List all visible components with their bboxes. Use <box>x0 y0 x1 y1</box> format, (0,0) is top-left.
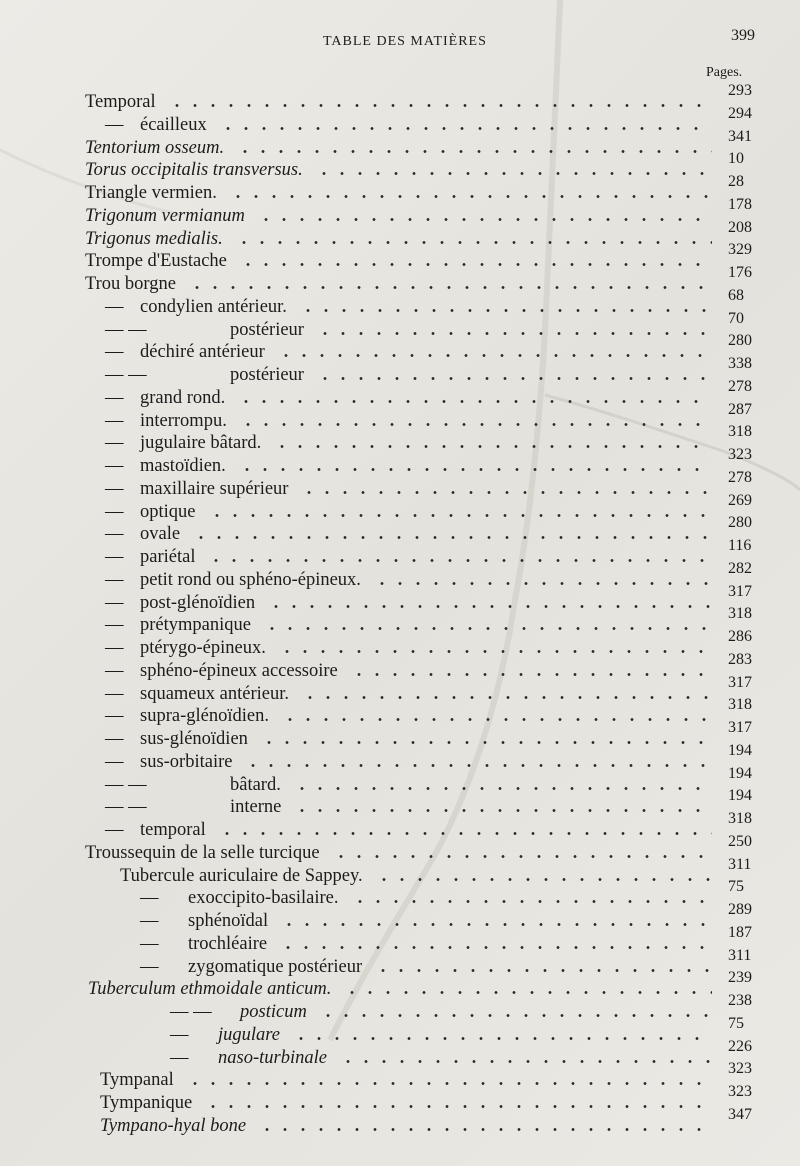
entry-term: bâtard. <box>230 774 281 795</box>
entry-term: postérieur <box>230 365 304 385</box>
dot-leader <box>260 728 712 751</box>
entry-dash: — <box>105 569 124 590</box>
dot-leader <box>244 751 712 774</box>
entry-dash: — — <box>105 365 147 385</box>
dot-leader <box>350 660 712 683</box>
entry-term: Torus occipitalis transversus. <box>85 160 303 181</box>
entry-page-number: 323 <box>728 446 752 463</box>
entry-page-number: 75 <box>728 878 744 896</box>
entry-page-number: 226 <box>728 1037 752 1055</box>
dot-leader <box>351 887 712 910</box>
entry-page-number: 239 <box>728 969 752 987</box>
dot-leader <box>280 910 712 933</box>
entry-term: Tympanal <box>100 1070 174 1091</box>
entry-dash: — <box>105 706 124 727</box>
entry-page-number: 282 <box>728 559 752 577</box>
entry-term: mastoïdien. <box>140 456 226 476</box>
index-entry <box>0 432 800 455</box>
dot-leader <box>204 1092 712 1115</box>
entry-term: postérieur <box>230 319 304 340</box>
entry-term: jugulaire bâtard. <box>140 433 262 454</box>
index-entry <box>0 933 800 956</box>
index-entry <box>0 569 800 592</box>
entry-page-number: 286 <box>728 628 752 645</box>
index-entry <box>0 683 800 706</box>
entry-dash: — — <box>105 797 147 818</box>
entry-dash: — <box>105 751 124 772</box>
entry-dash: — <box>105 615 124 636</box>
dot-leader <box>235 228 712 251</box>
entry-term: Tentorium osseum. <box>85 137 225 158</box>
entry-term: Triangle vermien. <box>85 183 217 203</box>
dot-leader <box>343 978 712 1001</box>
entry-page-number: 194 <box>728 787 752 805</box>
index-entry <box>0 501 800 524</box>
entry-page-number: 294 <box>728 104 752 122</box>
entry-term: sphéno-épineux accessoire <box>140 660 338 681</box>
entry-term: Trigonum vermianum <box>85 205 245 226</box>
entry-page-number: 75 <box>728 1014 744 1032</box>
index-entry <box>0 956 800 979</box>
dot-leader <box>315 159 712 182</box>
entry-term: maxillaire supérieur <box>140 478 289 499</box>
dot-leader <box>188 273 712 296</box>
pages-column-label: Pages. <box>706 65 743 80</box>
entry-page-number: 338 <box>728 355 752 372</box>
entry-page-number: 318 <box>728 423 752 441</box>
entry-term: sus-glénoïdien <box>140 729 248 749</box>
entry-dash: — <box>105 410 124 431</box>
entry-dash: — <box>105 478 124 499</box>
index-entry <box>0 410 800 433</box>
entry-page-number: 323 <box>728 1083 752 1100</box>
entry-page-number: 318 <box>728 605 752 623</box>
dot-leader <box>267 592 712 615</box>
entry-term: supra-glénoïdien. <box>140 706 269 727</box>
entry-term: exoccipito-basilaire. <box>188 888 339 909</box>
entry-page-number: 194 <box>728 764 752 782</box>
entry-dash: — <box>105 638 124 658</box>
entry-term: interne <box>230 797 282 818</box>
index-entry <box>0 478 800 501</box>
entry-page-number: 178 <box>728 195 752 213</box>
entry-term: prétympanique <box>140 615 251 636</box>
index-entry <box>0 728 800 751</box>
index-entry <box>0 1047 800 1070</box>
index-entry <box>0 1115 800 1138</box>
entry-dash: — <box>105 547 124 567</box>
entry-dash: — <box>105 114 124 135</box>
entry-term: naso-turbinale <box>218 1047 327 1068</box>
entry-page-number: 311 <box>728 855 752 873</box>
index-entry <box>0 364 800 387</box>
entry-term: condylien antérieur. <box>140 296 287 317</box>
entry-page-number: 194 <box>728 741 752 759</box>
index-entry <box>0 387 800 410</box>
entry-page-number: 238 <box>728 992 752 1009</box>
index-entry <box>0 796 800 819</box>
index-entry <box>0 842 800 865</box>
entry-page-number: 347 <box>728 1105 752 1123</box>
dot-leader <box>239 250 712 273</box>
entry-page-number: 70 <box>728 309 744 327</box>
entry-term: Troussequin de la selle turcique <box>85 842 320 863</box>
index-entry <box>0 1069 800 1092</box>
entry-term: Tubercule auriculaire de Sappey. <box>120 865 363 886</box>
index-entry <box>0 296 800 319</box>
index-entry <box>0 341 800 364</box>
dot-leader <box>281 705 712 728</box>
dot-leader <box>168 91 712 114</box>
entry-dash: — <box>105 387 124 408</box>
entry-dash: — <box>105 660 124 681</box>
dot-leader <box>192 523 712 546</box>
dot-leader <box>279 933 712 956</box>
dot-leader <box>300 478 712 501</box>
entry-term: temporal <box>140 820 206 840</box>
dot-leader <box>263 614 712 637</box>
entry-page-number: 10 <box>728 150 744 168</box>
entry-term: posticum <box>240 1002 307 1022</box>
entry-page-number: 287 <box>728 400 752 418</box>
dot-leader <box>258 1115 712 1138</box>
entry-page-number: 278 <box>728 468 752 486</box>
entry-page-number: 318 <box>728 810 752 827</box>
entry-term: trochléaire <box>188 933 268 954</box>
entry-page-number: 68 <box>728 286 744 304</box>
dot-leader <box>278 637 712 660</box>
dot-leader <box>339 1047 712 1070</box>
entry-page-number: 250 <box>728 832 752 850</box>
dot-leader <box>229 182 712 205</box>
index-entry <box>0 637 800 660</box>
index-entry <box>0 182 800 205</box>
entry-page-number: 341 <box>728 127 752 145</box>
entry-term: écailleux <box>140 114 207 135</box>
entry-term: grand rond. <box>140 387 226 408</box>
entry-page-number: 187 <box>728 923 752 941</box>
dot-leader <box>219 114 712 137</box>
dot-leader <box>374 956 712 979</box>
entry-dash: — <box>140 933 159 954</box>
entry-page-number: 283 <box>728 650 752 668</box>
entry-term: Tympanique <box>100 1093 193 1113</box>
entry-page-number: 318 <box>728 696 752 714</box>
entry-term: pariétal <box>140 547 196 567</box>
index-entry <box>0 705 800 728</box>
entry-page-number: 208 <box>728 218 752 236</box>
entry-page-number: 317 <box>728 673 752 691</box>
entry-page-number: 329 <box>728 241 752 259</box>
index-entry <box>0 819 800 842</box>
index-entry <box>0 592 800 615</box>
page-number: 399 <box>731 27 755 44</box>
entry-dash: — — <box>105 774 147 795</box>
entry-dash: — <box>140 956 159 977</box>
entry-term: jugulare <box>218 1024 281 1045</box>
index-entry <box>0 751 800 774</box>
dot-leader <box>319 1001 712 1024</box>
entry-term: Tuberculum ethmoidale anticum. <box>88 979 332 1000</box>
dot-leader <box>218 819 712 842</box>
dot-leader <box>236 137 712 160</box>
index-entry <box>0 228 800 251</box>
entry-dash: — <box>105 592 124 613</box>
entry-term: Temporal <box>85 92 156 112</box>
entry-dash: — <box>105 820 124 840</box>
index-entry <box>0 1024 800 1047</box>
index-entry <box>0 114 800 137</box>
running-title: TABLE DES MATIÈRES <box>323 34 487 49</box>
index-entry <box>0 1092 800 1115</box>
entry-page-number: 323 <box>728 1060 752 1078</box>
entry-term: interrompu. <box>140 410 227 431</box>
entry-term: ptérygo-épineux. <box>140 638 266 658</box>
dot-leader <box>299 296 712 319</box>
index-entry <box>0 910 800 933</box>
dot-leader <box>301 683 712 706</box>
index-entry <box>0 978 800 1001</box>
dot-leader <box>293 774 712 797</box>
entry-page-number: 280 <box>728 332 752 350</box>
entry-term: optique <box>140 501 196 522</box>
entry-page-number: 269 <box>728 491 752 509</box>
entry-term: ovale <box>140 524 181 545</box>
entry-term: Tympano-hyal bone <box>100 1115 247 1136</box>
entry-page-number: 293 <box>728 82 752 99</box>
entry-dash: — <box>105 729 124 749</box>
index-entry <box>0 273 800 296</box>
index-entry <box>0 546 800 569</box>
dot-leader <box>316 319 712 342</box>
entry-dash: — <box>105 433 124 454</box>
entry-page-number: 289 <box>728 901 752 918</box>
dot-leader <box>237 387 712 410</box>
entry-dash: — <box>140 888 159 909</box>
entry-term: post-glénoïdien <box>140 592 256 613</box>
entry-dash: — <box>105 501 124 522</box>
dot-leader <box>332 842 712 865</box>
entry-page-number: 280 <box>728 514 752 532</box>
index-entry <box>0 1001 800 1024</box>
entry-term: Trigonus medialis. <box>85 228 223 249</box>
entry-page-number: 116 <box>728 537 752 554</box>
index-entry <box>0 159 800 182</box>
index-entry <box>0 455 800 478</box>
dot-leader <box>373 569 712 592</box>
dot-leader <box>292 1024 712 1047</box>
dot-leader <box>273 432 712 455</box>
entry-term: déchiré antérieur <box>140 342 265 363</box>
entry-page-number: 317 <box>728 582 752 600</box>
index-entry <box>0 865 800 888</box>
index-entry <box>0 614 800 637</box>
entry-dash: — <box>105 683 124 704</box>
dot-leader <box>277 341 712 364</box>
index-entry <box>0 887 800 910</box>
index-entry <box>0 319 800 342</box>
dot-leader <box>375 865 712 888</box>
entry-dash: — — <box>170 1002 212 1022</box>
entry-term: sphénoïdal <box>188 911 269 931</box>
dot-leader <box>257 205 712 228</box>
entry-page-number: 311 <box>728 946 752 964</box>
entry-page-number: 278 <box>728 377 752 395</box>
entry-dash: — — <box>105 319 147 340</box>
entry-page-number: 28 <box>728 173 744 190</box>
entry-dash: — <box>170 1024 189 1045</box>
entry-page-number: 176 <box>728 264 752 281</box>
entry-term: zygomatique postérieur <box>188 956 363 977</box>
dot-leader <box>293 796 712 819</box>
dot-leader <box>186 1069 712 1092</box>
dot-leader <box>207 546 712 569</box>
entry-term: Trompe d'Eustache <box>85 251 227 272</box>
entry-term: Trou borgne <box>85 274 176 294</box>
index-entry <box>0 250 800 273</box>
dot-leader <box>239 410 712 433</box>
index-entry <box>0 660 800 683</box>
index-entry <box>0 523 800 546</box>
dot-leader <box>316 364 712 387</box>
entry-page-number: 317 <box>728 719 752 736</box>
entry-dash: — <box>105 342 124 363</box>
entry-term: petit rond ou sphéno-épineux. <box>140 569 361 590</box>
index-entry <box>0 205 800 228</box>
index-entry <box>0 137 800 160</box>
entry-term: sus-orbitaire <box>140 751 233 772</box>
entry-dash: — <box>140 911 159 931</box>
entry-dash: — <box>105 456 124 476</box>
entry-term: squameux antérieur. <box>140 683 289 704</box>
entry-dash: — <box>105 524 124 545</box>
dot-leader <box>238 455 712 478</box>
entry-dash: — <box>170 1047 189 1068</box>
dot-leader <box>208 501 712 524</box>
index-entry <box>0 774 800 797</box>
entry-dash: — <box>105 296 124 317</box>
index-entry <box>0 91 800 114</box>
